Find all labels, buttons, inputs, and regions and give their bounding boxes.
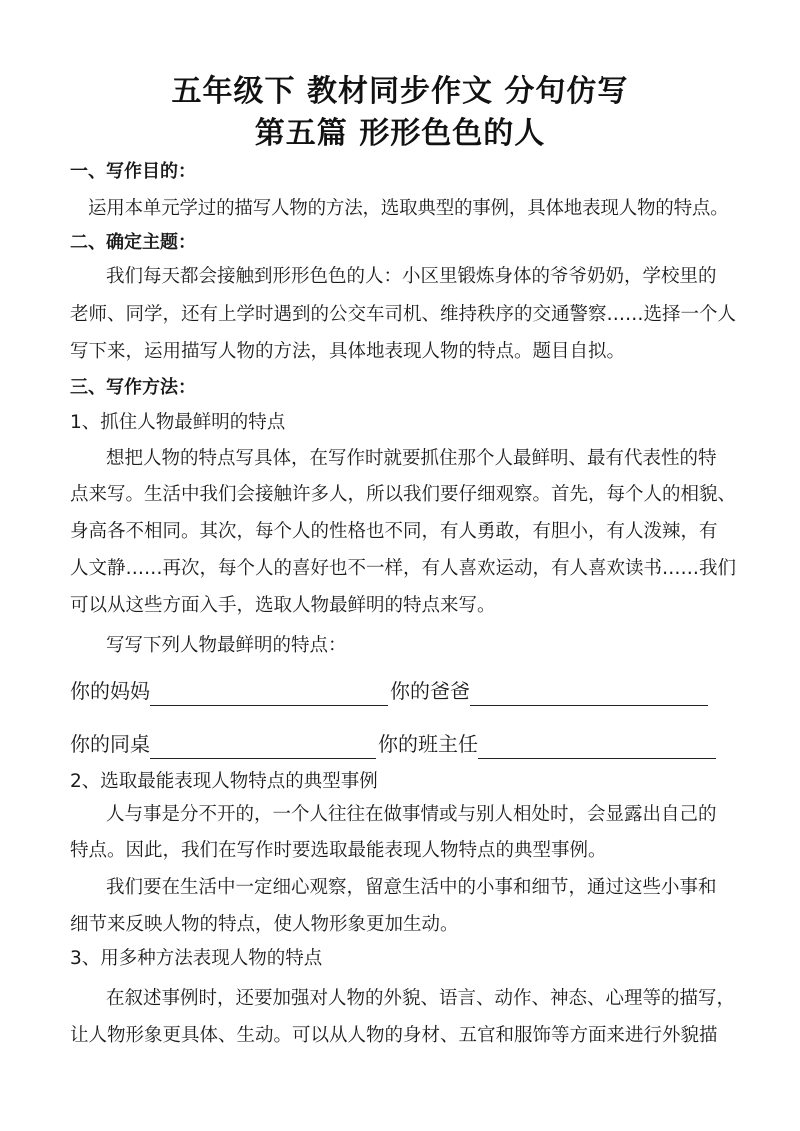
section1-heading: 一、写作目的： [70, 161, 196, 182]
fill-label-mom: 你的妈妈 [70, 679, 150, 703]
sub2-line: 细节来反映人物的特点，使人物形象更加生动。 [70, 914, 459, 935]
section2-heading: 二、确定主题： [70, 232, 196, 253]
fill-label-deskmate: 你的同桌 [70, 732, 150, 756]
fill-label-teacher: 你的班主任 [378, 732, 478, 756]
doc-title-line1: 五年级下 教材同步作文 分句仿写 [171, 74, 629, 109]
sub1-line: 身高各不相同。其次，每个人的性格也不同，有人勇敢，有胆小，有人泼辣，有 [70, 521, 718, 542]
sub2-line: 人与事是分不开的，一个人往往在做事情或与别人相处时，会显露出自己的 [106, 804, 717, 825]
fill-blank-deskmate[interactable] [150, 736, 376, 759]
sub1-title: 1、抓住人物最鲜明的特点 [70, 412, 286, 433]
sub2-title: 2、选取最能表现人物特点的典型事例 [70, 771, 378, 792]
fill-blank-dad[interactable] [470, 683, 708, 706]
fill-row-school [70, 729, 740, 759]
fill-row-parents [70, 676, 740, 706]
sub1-line: 想把人物的特点写具体，在写作时就要抓住那个人最鲜明、最有代表性的特 [106, 448, 717, 469]
sub1-line: 可以从这些方面入手，选取人物最鲜明的特点来写。 [70, 595, 496, 616]
sub3-line: 在叙述事例时，还要加强对人物的外貌、语言、动作、神态、心理等的描写， [106, 988, 736, 1009]
sub1-line: 人文静……再次，每个人的喜好也不一样，有人喜欢运动，有人喜欢读书……我们 [70, 558, 737, 579]
fill-blank-teacher[interactable] [478, 736, 716, 759]
sub2-line: 我们要在生活中一定细心观察，留意生活中的小事和细节，通过这些小事和 [106, 877, 717, 898]
fill-label-dad: 你的爸爸 [390, 679, 470, 703]
fill-blank-mom[interactable] [150, 683, 388, 706]
section1-body: 运用本单元学过的描写人物的方法，选取典型的事例，具体地表现人物的特点。 [88, 198, 729, 219]
sub2-line: 特点。因此，我们在写作时要选取最能表现人物特点的典型事例。 [70, 840, 607, 861]
section3-heading: 三、写作方法： [70, 377, 196, 398]
sub3-title: 3、用多种方法表现人物的特点 [70, 948, 323, 969]
sub1-line: 点来写。生活中我们会接触许多人，所以我们要仔细观察。首先，每个人的相貌、 [70, 484, 737, 505]
section2-line: 老师、同学，还有上学时遇到的公交车司机、维持秩序的交通警察……选择一个人 [70, 304, 737, 325]
sub3-line: 让人物形象更具体、生动。可以从人物的身材、五官和服饰等方面来进行外貌描 [70, 1025, 718, 1046]
doc-title-line2: 第五篇 形形色色的人 [254, 116, 546, 151]
sub1-prompt: 写写下列人物最鲜明的特点： [106, 635, 347, 656]
section2-line: 写下来，运用描写人物的方法，具体地表现人物的特点。题目自拟。 [70, 341, 626, 362]
section2-line: 我们每天都会接触到形形色色的人：小区里锻炼身体的爷爷奶奶，学校里的 [106, 266, 717, 287]
